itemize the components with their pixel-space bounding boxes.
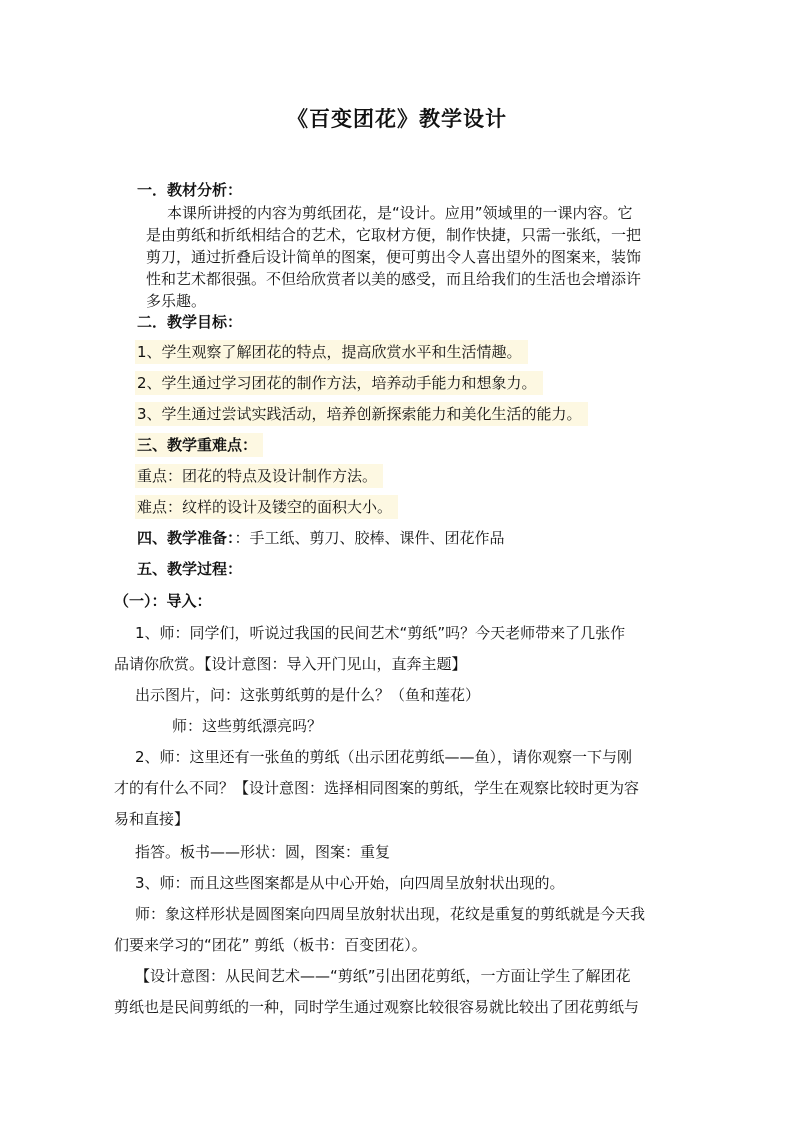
paragraph-line: 师：象这样形状是圆图案向四周呈放射状出现，花纹是重复的剪纸就是今天我 [135, 905, 646, 923]
paragraph-line: 多乐趣。 [146, 292, 207, 310]
section-2-heading: 二．教学目标： [137, 313, 243, 331]
paragraph-line: 1、师：同学们，听说过我国的民间艺术“剪纸”吗？今天老师带来了几张作 [135, 624, 626, 642]
paragraph-line: 品请你欣赏。【设计意图：导入开门见山，直奔主题】 [114, 655, 467, 673]
section-4-heading: 四、教学准备： [137, 529, 235, 547]
goal-item [135, 371, 543, 395]
key-point: 重点：团花的特点及设计制作方法。 [135, 464, 383, 488]
paragraph-line: 3、师：而且这些图案都是从中心开始，向四周呈放射状出现的。 [135, 874, 565, 892]
goal-text: 2、学生通过学习团花的制作方法，培养动手能力和想象力。 [135, 371, 543, 395]
paragraph-line: 【设计意图：从民间艺术——“剪纸”引出团花剪纸，一方面让学生了解团花 [135, 967, 631, 985]
paragraph-line: 是由剪纸和折纸相结合的艺术，它取材方便，制作快捷，只需一张纸，一把 [146, 226, 642, 244]
paragraph-line: 剪纸也是民间剪纸的一种，同时学生通过观察比较很容易就比较出了团花剪纸与 [114, 998, 640, 1016]
document-title: 《百变团花》教学设计 [287, 106, 507, 131]
section-1-heading: 一．教材分析： [137, 181, 243, 199]
section-5-heading: 五、教学过程： [137, 560, 243, 578]
goal-item [135, 402, 588, 426]
goal-text: 1、学生观察了解团花的特点，提高欣赏水平和生活情趣。 [135, 340, 528, 364]
difficult-point: 难点：纹样的设计及镂空的面积大小。 [135, 495, 398, 519]
section-4-text: ：手工纸、剪刀、胶棒、课件、团花作品 [234, 529, 505, 547]
goal-text: 3、学生通过尝试实践活动，培养创新探索能力和美化生活的能力。 [135, 402, 588, 426]
paragraph-line: 易和直接】 [114, 810, 190, 828]
paragraph-line: 剪刀，通过折叠后设计简单的图案，便可剪出令人喜出望外的图案来，装饰 [146, 248, 642, 266]
paragraph-line: 性和艺术都很强。不但给欣赏者以美的感受，而且给我们的生活也会增添许 [146, 270, 642, 288]
subsection-1-heading: （一）：导入： [114, 592, 212, 610]
paragraph-line: 师：这些剪纸漂亮吗？ [172, 717, 323, 735]
paragraph-line: 们要来学习的“团花” 剪纸（板书：百变团花）。 [114, 936, 427, 954]
section-4 [137, 528, 505, 548]
paragraph-line: 才的有什么不同？【设计意图：选择相同图案的剪纸，学生在观察比较时更为容 [114, 779, 640, 797]
goal-item [135, 340, 528, 364]
paragraph-line: 出示图片，问：这张剪纸剪的是什么？（鱼和莲花） [135, 686, 481, 704]
paragraph-line: 指答。板书——形状：圆，图案：重复 [135, 843, 391, 861]
paragraph-line: 本课所讲授的内容为剪纸团花，是“设计。应用”领域里的一课内容。它 [167, 204, 633, 222]
section-3-heading: 三、教学重难点： [135, 433, 263, 457]
paragraph-line: 2、师：这里还有一张鱼的剪纸（出示团花剪纸——鱼），请你观察一下与刚 [135, 748, 633, 766]
